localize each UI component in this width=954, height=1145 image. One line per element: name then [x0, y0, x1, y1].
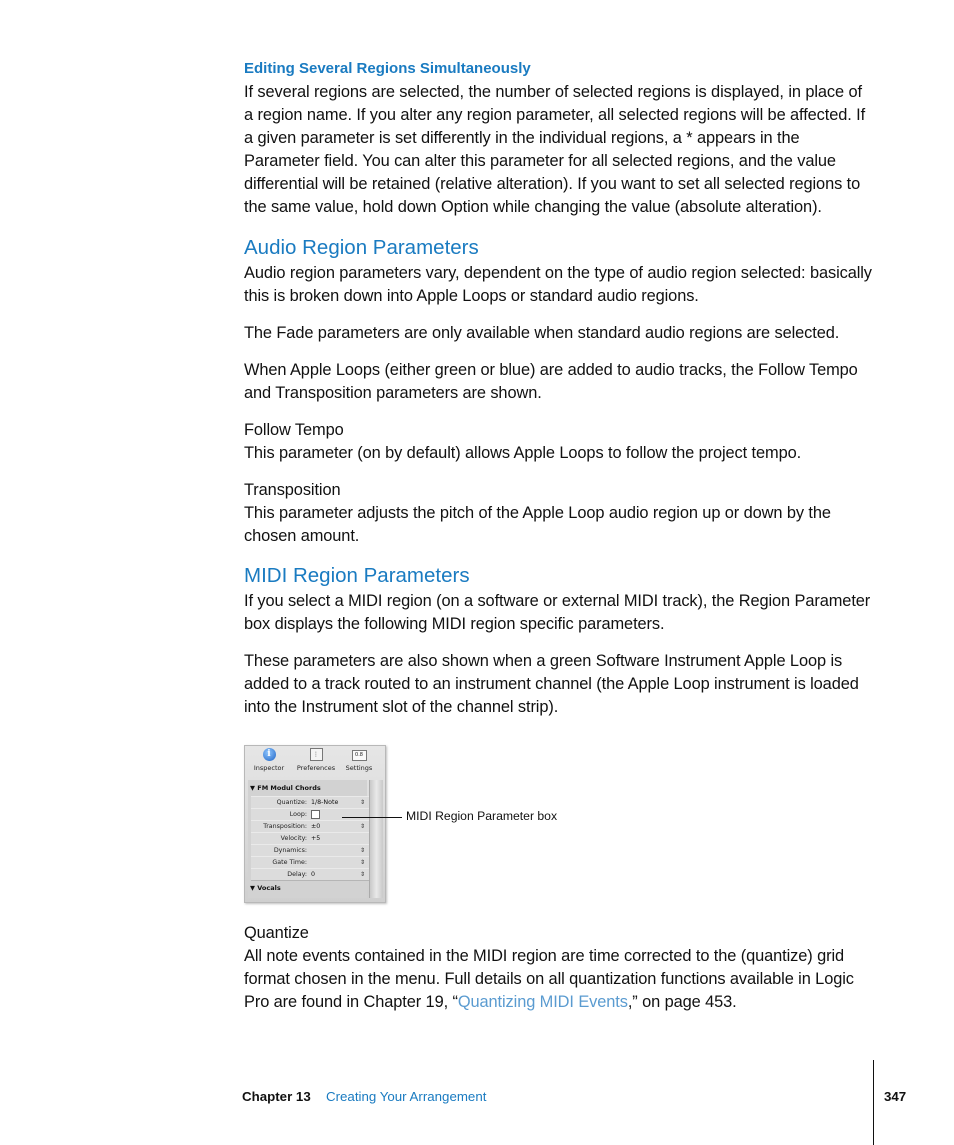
- preferences-button[interactable]: ⋮ Preferences: [293, 748, 339, 772]
- param-row-gate-time[interactable]: Gate Time: ⇕: [251, 856, 369, 869]
- param-row-delay[interactable]: Delay: 0 ⇕: [251, 868, 369, 881]
- page-number: 347: [884, 1089, 907, 1104]
- parameter-heading-transposition: Transposition: [244, 481, 341, 499]
- param-row-dynamics[interactable]: Dynamics: ⇕: [251, 844, 369, 857]
- body-paragraph: Audio region parameters vary, dependent on the type of audio region selected: basically this is broken down into Apple Loops or standard audio regions.: [244, 264, 872, 305]
- body-paragraph: These parameters are also shown when a green Software Instrument Apple Loop is added to a track routed to an instrument channel (the Apple Loop instrument is loaded into the Instrument slot of the channel strip).: [244, 652, 859, 716]
- body-paragraph: The Fade parameters are only available when standard audio regions are selected.: [244, 324, 840, 342]
- param-row-transposition[interactable]: Transposition: ±0 ⇕: [251, 820, 369, 833]
- midi-region-parameter-box-figure: [244, 745, 386, 903]
- stepper-icon[interactable]: ⇕: [359, 847, 365, 854]
- callout-label: MIDI Region Parameter box: [406, 809, 558, 823]
- body-paragraph: When Apple Loops (either green or blue) are added to audio tracks, the Follow Tempo and Transposition parameters are shown.: [244, 361, 858, 402]
- subsection-heading: Editing Several Regions Simultaneously: [244, 60, 531, 77]
- body-paragraph: If several regions are selected, the number of selected regions is displayed, in place of a region name. If you alter any region parameter, all selected regions will be affected. If a given parameter is set differently in the individual regions, a * appears in the Parameter field. You can alter this parameter for all selected regions, and the value differential will be retained (relative alteration). If you want to set all selected regions to the same value, hold down Option while changing the value (absolute alteration).: [244, 83, 866, 216]
- stepper-icon[interactable]: ⇕: [359, 799, 365, 806]
- inspector-toolbar: [245, 746, 385, 778]
- body-paragraph: All note events contained in the MIDI region are time corrected to the (quantize) grid format chosen in the menu. Full details on all quantization functions available in Logic Pro are found in Chapter 19, “Quantizing MIDI Events,” on page 453.: [244, 947, 854, 1011]
- section-heading-midi: MIDI Region Parameters: [244, 564, 470, 587]
- settings-icon: 0.8: [352, 750, 367, 761]
- stepper-icon[interactable]: ⇕: [359, 859, 365, 866]
- body-paragraph: This parameter adjusts the pitch of the Apple Loop audio region up or down by the chosen amount.: [244, 504, 831, 545]
- body-paragraph: This parameter (on by default) allows Apple Loops to follow the project tempo.: [244, 444, 802, 462]
- stepper-icon[interactable]: ⇕: [359, 823, 365, 830]
- footer-chapter-title[interactable]: Creating Your Arrangement: [326, 1089, 487, 1104]
- param-row-velocity[interactable]: Velocity: +5: [251, 832, 369, 845]
- preferences-icon: ⋮: [310, 748, 323, 761]
- section-heading-audio: Audio Region Parameters: [244, 236, 479, 259]
- loop-checkbox[interactable]: [311, 810, 320, 819]
- callout-line: [342, 817, 402, 818]
- inspector-button[interactable]: i Inspector: [253, 749, 285, 772]
- footer-divider: [873, 1060, 874, 1145]
- param-row-quantize[interactable]: Quantize: 1/8-Note ⇕: [251, 796, 369, 809]
- footer-chapter: Chapter 13: [242, 1089, 311, 1104]
- settings-button[interactable]: 0.8 Settings: [345, 752, 373, 772]
- info-icon: i: [263, 748, 276, 761]
- body-paragraph: If you select a MIDI region (on a software or external MIDI track), the Region Parameter box displays the following MIDI region specific parameters.: [244, 592, 871, 633]
- parameter-list: [248, 780, 367, 898]
- cross-reference-link[interactable]: Quantizing MIDI Events: [457, 993, 628, 1011]
- parameter-heading-follow-tempo: Follow Tempo: [244, 421, 344, 439]
- parameter-heading-quantize: Quantize: [244, 924, 309, 942]
- group-header[interactable]: ▼ Vocals: [250, 884, 281, 892]
- param-row-loop[interactable]: Loop:: [251, 808, 369, 821]
- group-header[interactable]: ▼ FM Modul Chords: [250, 784, 321, 792]
- scrollbar[interactable]: [369, 780, 383, 898]
- stepper-icon[interactable]: ⇕: [359, 871, 365, 878]
